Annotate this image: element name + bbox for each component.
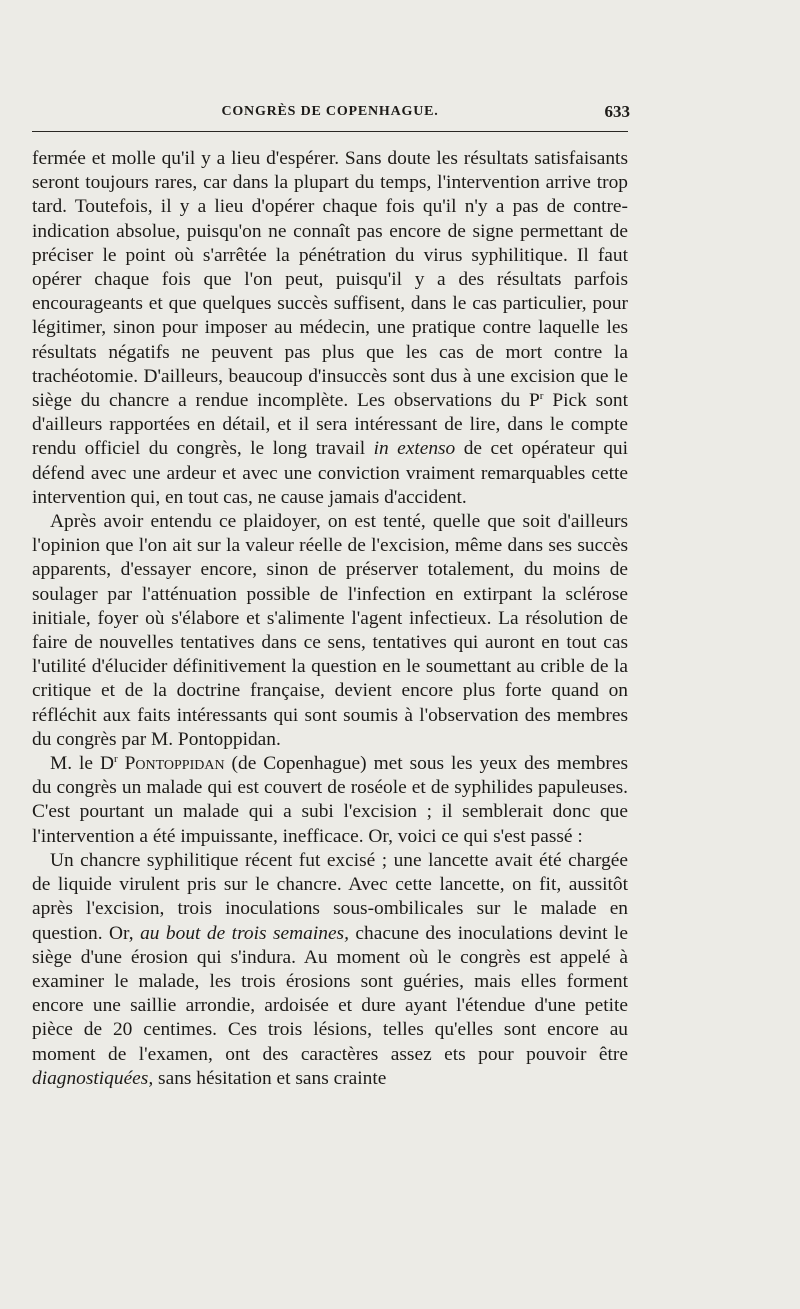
p1-text-c: de cet opérateur qui défend avec une ardeur et avec une conviction vraiment remarquables cette intervention qui, en tout cas, ne cause jamais d'accident.: [32, 438, 629, 508]
page-header: [32, 104, 628, 128]
p1-text-a: fermée et molle qu'il y a lieu d'espérer. Sans doute les résultats satisfaisants seront toujours rares, car dans la plupart du temps, l'intervention arrive trop tard. Toutefois, il y a lieu d'opérer chaque fois qu'il n'y a pas de contre-indication absolue, puisqu'on ne connaît pas encore de signe permettant de préciser le point où s'arrêtée la pénétration du virus syphilitique. Il faut opérer chaque fois que l'on peut, puisqu'il y a des résultats parfois encourageants et que quelques succès suffisent, dans le cas particulier, pour légitimer, sinon pour imposer au médecin, une pratique contre laquelle les résultats négatifs ne peuvent pas plus que les cas de mort contre la trachéotomie. D'ailleurs, beaucoup d'insuccès sont dus à une excision que le siège du chancre a rendue incomplète. Les observations du P: [32, 148, 628, 412]
p3-text-a: M. le D: [50, 753, 114, 775]
p4-italic-2: diagnostiquées,: [32, 1067, 154, 1089]
p1-superscript: r: [539, 390, 544, 403]
p1-italic: in extenso: [373, 438, 456, 460]
p3-superscript: r: [113, 753, 118, 766]
running-title: CONGRÈS DE COPENHAGUE.: [221, 104, 439, 119]
body-text: [32, 147, 628, 1091]
p3-name: Pontoppidan: [124, 753, 225, 775]
p4-italic-1: au bout de trois semaines,: [140, 922, 349, 944]
p3-text-b: (de Copenhague) met sous les yeux des membres du congrès un malade qui est couvert de roséole et de syphilides papuleuses. C'est pourtant un malade qui a subi l'excision ; il semblerait donc que l'intervention a été impuissante, inefficace. Or, voici ce qui s'est passé :: [32, 753, 628, 847]
p4-text-a: Un chancre syphilitique récent fut excisé ; une lancette avait été chargée de liquide virulent pris sur le chancre. Avec cette lancette, on fit, aussitôt après l'excision, trois inoculations sous-ombilicales sur le malade en question. Or,: [32, 849, 628, 944]
p4-text-b: chacune des inoculations devint le siège d'une érosion qui s'indura. Au moment où le congrès est appelé à examiner le malade, les trois érosions sont guéries, mais elles forment encore une saillie arrondie, ardoisée et dure ayant l'étendue d'une petite pièce de 20 centimes. Ces trois lésions, telles qu'elles sont encore au moment de l'examen, ont des caractères assez ets pour pouvoir être: [32, 922, 628, 1065]
paragraph-2: Après avoir entendu ce plaidoyer, on est tenté, quelle que soit d'ailleurs l'opinion que l'on ait sur la valeur réelle de l'excision, même dans ses succès apparents, d'essayer encore, sinon de préserver totalement, du moins de soulager par l'atténuation possible de l'infection en extirpant la sclérose initiale, foyer où s'élabore et s'alimente l'agent infectieux. La résolution de faire de nouvelles tentatives dans ce sens, tentatives qui auront en tout cas l'utilité d'élucider définitivement la question en le soumettant au crible de la critique et de la doctrine française, devient encore plus forte quand on réfléchit aux faits intéressants qui sont soumis à l'observation des membres du congrès par M. Pontoppidan.: [32, 511, 628, 750]
page-number: 633: [604, 102, 630, 121]
paragraph-3: [32, 752, 628, 849]
p4-text-c: sans hésitation et sans crainte: [153, 1067, 387, 1089]
paragraph-4: [32, 849, 628, 1091]
p1-text-b: Pick sont d'ailleurs rapportées en détail, et il sera intéressant de lire, dans le compte rendu officiel du congrès, le long travail: [32, 390, 628, 460]
paragraph-1: [32, 147, 628, 510]
header-rule: [32, 131, 628, 132]
